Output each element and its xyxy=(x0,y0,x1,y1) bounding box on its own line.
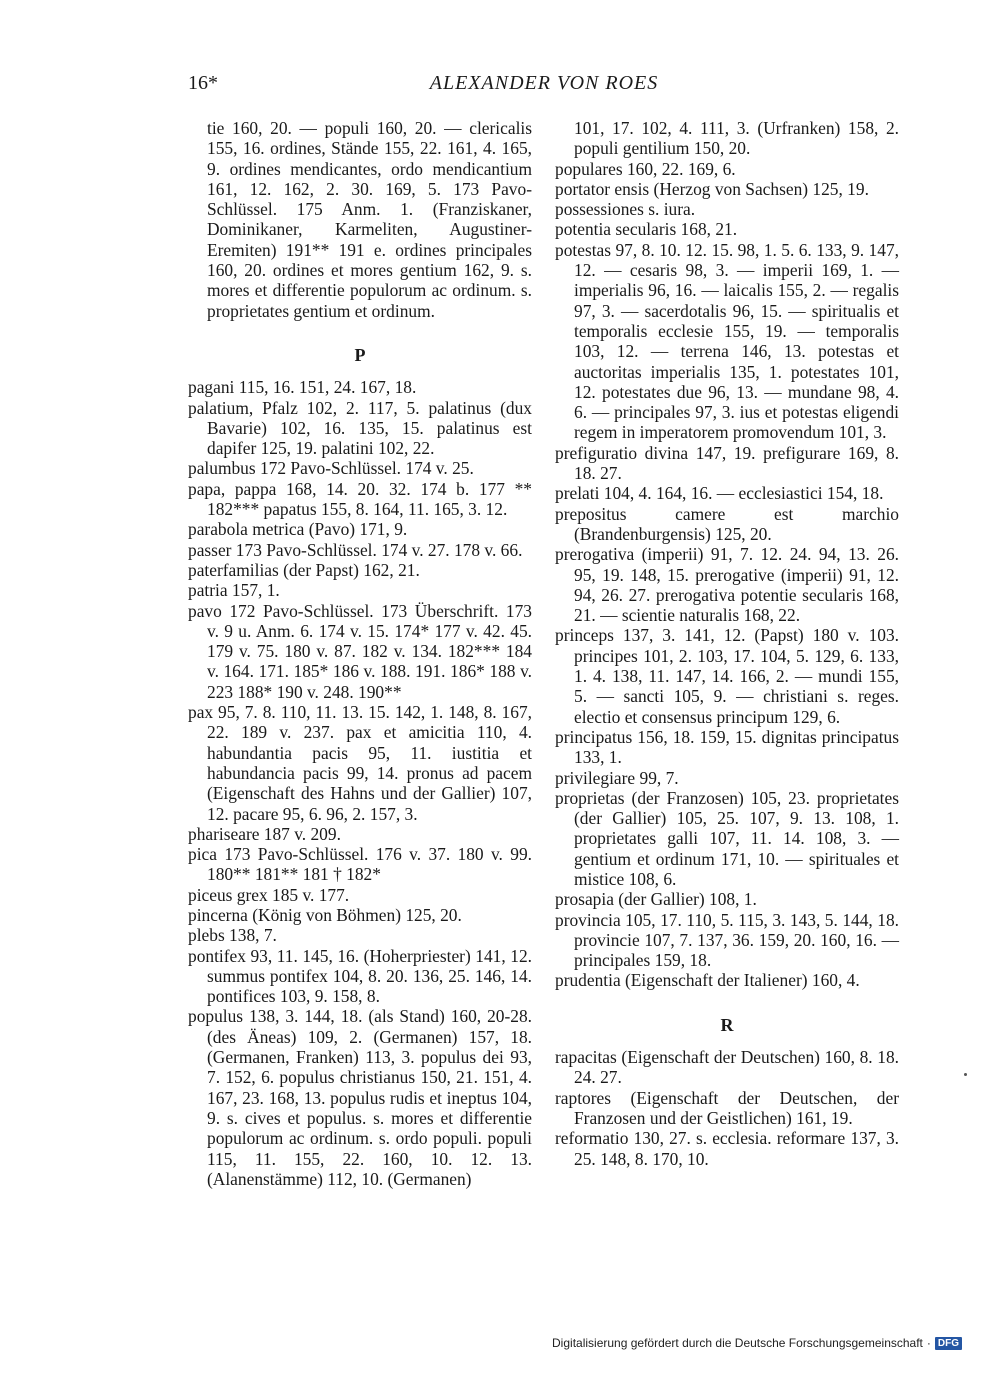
index-entry: patria 157, 1. xyxy=(188,580,280,601)
index-entry: principatus 156, 18. 159, 15. dignitas principatus 133, 1. xyxy=(555,726,899,768)
index-entry: pincerna (König von Böhmen) 125, 20. xyxy=(188,904,462,925)
index-entry: potestas 97, 8. 10. 12. 15. 98, 1. 5. 6. 133, 9. 147, 12. — cesaris 98, 3. — imperii 169, 1. — imperialis 96, 16. — laicalis 155, 2. — regalis 97, 3. — sacerdotalis 96, 15. — spiritualis et temporalis ecclesie 155, 19. — temporalis 103, 12. — terrena 146, 13. potestas et auctoritas imperialis 135, 1. potestates 101, 12. potestates due 96, 13. — mundane 98, 4. 6. — principales 97, 3. ius et potestas eligendi regem in imperatorem promovendum 101, 3. xyxy=(555,239,899,443)
index-entry: potentia secularis 168, 21. xyxy=(555,219,738,240)
index-entry: populares 160, 22. 169, 6. xyxy=(555,158,736,179)
index-entry: plebs 138, 7. xyxy=(188,925,277,946)
index-entry: palumbus 172 Pavo-Schlüssel. 174 v. 25. xyxy=(188,458,474,479)
index-entry: piceus grex 185 v. 177. xyxy=(188,884,350,905)
digitization-credit xyxy=(552,1336,962,1350)
index-entry: phariseare 187 v. 209. xyxy=(188,823,341,844)
section-letter: P xyxy=(354,344,366,365)
index-entry: paterfamilias (der Papst) 162, 21. xyxy=(188,559,420,580)
index-entry: reformatio 130, 27. s. ecclesia. reformare 137, 3. 25. 148, 8. 170, 10. xyxy=(555,1128,899,1169)
index-entry: pagani 115, 16. 151, 24. 167, 18. xyxy=(188,377,417,398)
index-entry: papa, pappa 168, 14. 20. 32. 174 b. 177 ** 182*** papatus 155, 8. 164, 11. 165, 3. 12. xyxy=(188,478,532,520)
index-entry: raptores (Eigenschaft der Deutschen, der Franzosen und der Geistlichen) 161, 19. xyxy=(555,1087,899,1128)
index-entry-continuation: 101, 17. 102, 4. 111, 3. (Urfranken) 158, 2. populi gentilium 150, 20. xyxy=(574,118,899,159)
index-entry: populus 138, 3. 144, 18. (als Stand) 160, 20-28. (des Äneas) 109, 2. (Germanen) 157, 18. (Germanen, Franken) 113, 3. populus dei 93, 7. 152, 6. populus christianus 150, 21. 151, 4. 167, 23. 168, 13. populus rudis et ineptus 104, 9. s. cives et populus. s. mores et differentie populorum ac ordinum. s. ordo populi. populi 115, 11. 155, 22. 160, 10. 12. 13. (Alanenstämme) 112, 10. (Germanen) xyxy=(188,1006,532,1189)
index-entry: pontifex 93, 11. 145, 16. (Hoherpriester) 141, 12. summus pontifex 104, 8. 20. 136, 25. 146, 14. pontifices 103, 9. 158, 8. xyxy=(188,945,532,1007)
index-entry: princeps 137, 3. 141, 12. (Papst) 180 v. 103. principes 101, 2. 103, 17. 104, 5. 129, 6. 133, 1. 4. 138, 11. 147, 14. 166, 2. — mundi 155, 5. — sancti 105, 9. — christiani s. reges. electio et consensus principum 129, 6. xyxy=(555,625,899,727)
credit-separator: · xyxy=(926,1336,931,1350)
index-entry: prefiguratio divina 147, 19. prefigurare 169, 8. 18. 27. xyxy=(555,442,899,484)
dfg-logo-icon: DFG xyxy=(935,1337,962,1350)
index-entry: prosapia (der Gallier) 108, 1. xyxy=(555,889,757,910)
index-entry: parabola metrica (Pavo) 171, 9. xyxy=(188,519,408,540)
index-entry: prelati 104, 4. 164, 16. — ecclesiastici 154, 18. xyxy=(555,483,884,504)
index-entry: prepositus camere est marchio (Brandenburgensis) 125, 20. xyxy=(555,503,899,544)
index-entry: pax 95, 7. 8. 110, 11. 13. 15. 142, 1. 148, 8. 167, 22. 189 v. 237. pax et amicitia 110, 4. habundantia pacis 95, 11. iustitia et habundancia pacis 99, 14. pronus ad pacem (Eigenschaft des Hahns und der Gallier) 107, 12. pacare 95, 6. 96, 2. 157, 3. xyxy=(188,702,532,824)
index-entry: prerogativa (imperii) 91, 7. 12. 24. 94, 13. 26. 95, 19. 148, 15. prerogative (imperii) 91, 12. 94, 26. 27. prerogativa potentie secularis 168, 21. — scientie naturalis 168, 22. xyxy=(555,544,899,626)
index-entry: palatium, Pfalz 102, 2. 117, 5. palatinus (dux Bavarie) 102, 16. 135, 15. palatinus est dapifer 125, 19. palatini 102, 22. xyxy=(188,397,532,459)
index-entry: possessiones s. iura. xyxy=(555,199,696,220)
margin-dot xyxy=(964,1073,967,1076)
credit-text: Digitalisierung gefördert durch die Deutsche Forschungsgemeinschaft xyxy=(552,1336,923,1350)
index-entry: pica 173 Pavo-Schlüssel. 176 v. 37. 180 v. 99. 180** 181** 181 † 182* xyxy=(188,844,532,885)
index-entry-continuation: tie 160, 20. — populi 160, 20. — clericalis 155, 16. ordines, Stände 155, 22. 161, 4. 165, 9. ordines mendicantes, ordo mendicantium 161, 12. 162, 2. 30. 169, 5. 173 Pavo-Schlüssel. 175 Anm. 1. (Franziskaner, Dominikaner, Karmeliten, Augustiner-Eremiten) 191** 191 e. ordines principales 160, 20. ordines et mores gentium 162, 9. s. mores et differentie populorum ac ordinum. s. proprietates gentium et ordinum. xyxy=(207,118,532,321)
index-column-left xyxy=(188,118,532,1189)
index-entry: prudentia (Eigenschaft der Italiener) 160, 4. xyxy=(555,970,860,991)
index-entry: rapacitas (Eigenschaft der Deutschen) 160, 8. 18. 24. 27. xyxy=(555,1047,899,1088)
index-entry: privilegiare 99, 7. xyxy=(555,767,679,788)
index-entry: portator ensis (Herzog von Sachsen) 125, 19. xyxy=(555,178,869,199)
index-entry: passer 173 Pavo-Schlüssel. 174 v. 27. 178 v. 66. xyxy=(188,539,523,560)
index-entry: pavo 172 Pavo-Schlüssel. 173 Überschrift. 173 v. 9 u. Anm. 6. 174 v. 15. 174* 177 v. 42. 45. 179 v. 75. 180 v. 87. 182 v. 134. 182*** 184 v. 164. 171. 185* 186 v. 188. 191. 186* 188 v. 223 188* 190 v. 248. 190** xyxy=(188,600,532,702)
index-entry: proprietas (der Franzosen) 105, 23. proprietates (der Gallier) 105, 25. 107, 9. 13. 108, 1. proprietates galli 107, 11. 14. 108, 3. — gentium et ordinum 171, 10. — spirituales et mistice 108, 6. xyxy=(555,787,899,889)
index-column-right xyxy=(555,118,899,1169)
index-entry: provincia 105, 17. 110, 5. 115, 3. 143, 5. 144, 18. provincie 107, 7. 137, 36. 159, 20. 160, 16. — principales 159, 18. xyxy=(555,909,899,971)
running-title: ALEXANDER VON ROES xyxy=(429,72,659,94)
page-number: 16* xyxy=(188,72,218,94)
page-header xyxy=(188,72,900,98)
section-letter: R xyxy=(720,1014,734,1035)
